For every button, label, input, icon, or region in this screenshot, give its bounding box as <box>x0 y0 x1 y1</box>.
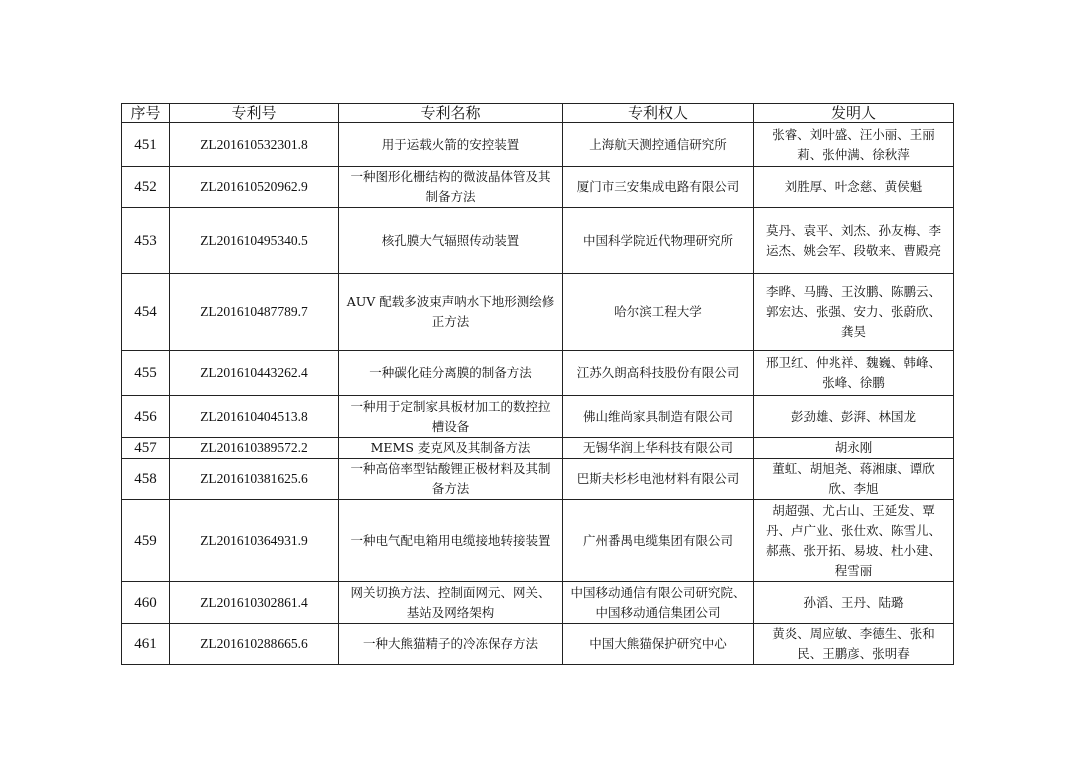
cell-inventors: 孙滔、王丹、陆璐 <box>754 582 954 624</box>
cell-patent-owner: 中国移动通信有限公司研究院、中国移动通信集团公司 <box>563 582 754 624</box>
table-row <box>122 500 954 582</box>
table-row <box>122 624 954 665</box>
cell-seq: 453 <box>122 208 170 274</box>
cell-patent-no: ZL201610381625.6 <box>170 459 339 500</box>
table-row <box>122 123 954 167</box>
cell-inventors: 李晔、马腾、王汝鹏、陈鹏云、郭宏达、张强、安力、张蔚欣、龚昊 <box>754 274 954 351</box>
table-row <box>122 167 954 208</box>
cell-patent-name: MEMS 麦克风及其制备方法 <box>339 438 563 459</box>
cell-patent-name: 一种碳化硅分离膜的制备方法 <box>339 351 563 396</box>
cell-patent-no: ZL201610364931.9 <box>170 500 339 582</box>
cell-patent-owner: 江苏久朗高科技股份有限公司 <box>563 351 754 396</box>
cell-patent-name: AUV 配载多波束声呐水下地形测绘修正方法 <box>339 274 563 351</box>
cell-inventors: 莫丹、袁平、刘杰、孙友梅、李运杰、姚会军、段敬来、曹殿亮 <box>754 208 954 274</box>
table-row <box>122 396 954 438</box>
cell-inventors: 邢卫红、仲兆祥、魏巍、韩峰、张峰、徐鹏 <box>754 351 954 396</box>
cell-patent-name: 一种电气配电箱用电缆接地转接装置 <box>339 500 563 582</box>
cell-patent-name: 一种高倍率型钴酸锂正极材料及其制备方法 <box>339 459 563 500</box>
cell-seq: 457 <box>122 438 170 459</box>
cell-patent-owner: 无锡华润上华科技有限公司 <box>563 438 754 459</box>
cell-patent-name: 一种大熊猫精子的冷冻保存方法 <box>339 624 563 665</box>
cell-seq: 456 <box>122 396 170 438</box>
cell-patent-owner: 巴斯夫杉杉电池材料有限公司 <box>563 459 754 500</box>
cell-seq: 458 <box>122 459 170 500</box>
cell-patent-name: 一种图形化栅结构的微波晶体管及其制备方法 <box>339 167 563 208</box>
cell-seq: 455 <box>122 351 170 396</box>
cell-patent-owner: 上海航天测控通信研究所 <box>563 123 754 167</box>
cell-patent-name: 核孔膜大气辐照传动装置 <box>339 208 563 274</box>
cell-patent-name: 一种用于定制家具板材加工的数控拉槽设备 <box>339 396 563 438</box>
cell-patent-owner: 广州番禺电缆集团有限公司 <box>563 500 754 582</box>
cell-seq: 454 <box>122 274 170 351</box>
cell-inventors: 胡超强、尤占山、王延发、覃丹、卢广业、张仕欢、陈雪儿、郝燕、张开拓、易坡、杜小建、程雪丽 <box>754 500 954 582</box>
cell-seq: 451 <box>122 123 170 167</box>
cell-patent-no: ZL201610404513.8 <box>170 396 339 438</box>
table-row <box>122 351 954 396</box>
header-patent-no: 专利号 <box>170 104 339 123</box>
table-row <box>122 438 954 459</box>
cell-inventors: 董虹、胡旭尧、蒋湘康、谭欣欣、李旭 <box>754 459 954 500</box>
cell-inventors: 彭劲雄、彭湃、林国龙 <box>754 396 954 438</box>
cell-seq: 452 <box>122 167 170 208</box>
table-row <box>122 582 954 624</box>
cell-patent-owner: 佛山维尚家具制造有限公司 <box>563 396 754 438</box>
cell-patent-owner: 哈尔滨工程大学 <box>563 274 754 351</box>
cell-patent-no: ZL201610288665.6 <box>170 624 339 665</box>
cell-seq: 460 <box>122 582 170 624</box>
patent-table <box>121 103 954 665</box>
cell-patent-owner: 中国科学院近代物理研究所 <box>563 208 754 274</box>
cell-patent-name: 网关切换方法、控制面网元、网关、基站及网络架构 <box>339 582 563 624</box>
cell-patent-owner: 厦门市三安集成电路有限公司 <box>563 167 754 208</box>
cell-patent-no: ZL201610302861.4 <box>170 582 339 624</box>
header-patent-owner: 专利权人 <box>563 104 754 123</box>
cell-patent-no: ZL201610532301.8 <box>170 123 339 167</box>
cell-inventors: 张睿、刘叶盛、汪小丽、王丽莉、张仲满、徐秋萍 <box>754 123 954 167</box>
cell-seq: 459 <box>122 500 170 582</box>
cell-seq: 461 <box>122 624 170 665</box>
cell-inventors: 黄炎、周应敏、李德生、张和民、王鹏彦、张明春 <box>754 624 954 665</box>
cell-patent-no: ZL201610443262.4 <box>170 351 339 396</box>
cell-patent-no: ZL201610520962.9 <box>170 167 339 208</box>
header-patent-name: 专利名称 <box>339 104 563 123</box>
cell-patent-no: ZL201610495340.5 <box>170 208 339 274</box>
table-row <box>122 208 954 274</box>
header-seq: 序号 <box>122 104 170 123</box>
cell-patent-no: ZL201610389572.2 <box>170 438 339 459</box>
table-row <box>122 459 954 500</box>
cell-inventors: 胡永刚 <box>754 438 954 459</box>
table-header-row <box>122 104 954 123</box>
cell-inventors: 刘胜厚、叶念慈、黄侯魁 <box>754 167 954 208</box>
header-inventors: 发明人 <box>754 104 954 123</box>
cell-patent-owner: 中国大熊猫保护研究中心 <box>563 624 754 665</box>
cell-patent-no: ZL201610487789.7 <box>170 274 339 351</box>
cell-patent-name: 用于运载火箭的安控装置 <box>339 123 563 167</box>
table-row <box>122 274 954 351</box>
